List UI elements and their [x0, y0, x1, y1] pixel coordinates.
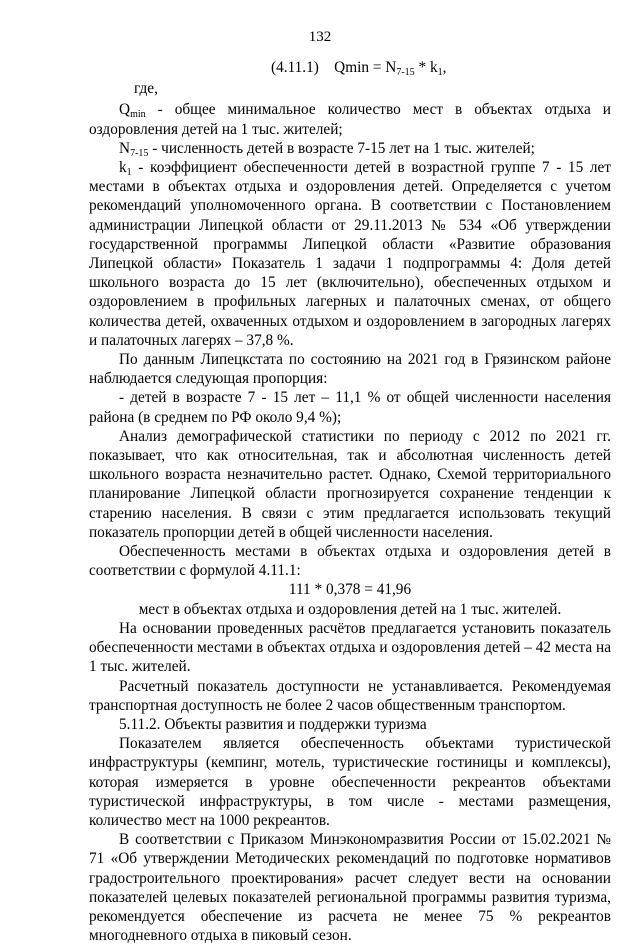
calculation-line: 111 * 0,378 = 41,96 [288, 581, 412, 599]
definition-text: - численность детей в возрасте 7-15 лет на 1 тыс. жителей; [148, 139, 535, 157]
paragraph-basis: На основании проведенных расчётов предлагается установить показатель обеспеченности местами в объектах отдыха и оздоровления детей – 42 места на 1 тыс. жителей. [89, 619, 611, 676]
section-heading: 5.11.2. Объекты развития и поддержки туризма [119, 715, 427, 733]
formula-lhs-subscript: 7-15 [396, 67, 415, 78]
paragraph-analysis: Анализ демографической статистики по периоду с 2012 по 2021 гг. показывает, что как относительная, так и абсолютная численность детей школьного возраста незначительно растет. Однако, Схемой территориального планирование Липецкой области прогнозируется сохранение тенденции к старению населения. В связи с этим предлагается использовать текущий показатель пропорции детей в общей численности населения. [89, 427, 611, 541]
definition-qmin [89, 100, 611, 138]
formula-tail: , [442, 59, 447, 76]
paragraph-provision: Обеспеченность местами в объектах отдыха и оздоровления детей в соответствии с формулой 4.11.1: [89, 543, 611, 580]
page-body [89, 58, 611, 945]
symbol-subscript: 1 [126, 167, 132, 179]
paragraph-indicator: Показателем является обеспеченность объектами туристической инфраструктуры (кемпинг, мотель, туристические гостиницы и комплексы), которая измеряется в уровне обеспеченности рекреантов объектами туристической инфраструктуры, в том числе - местами размещения, количество мест на 1000 рекреантов. [89, 735, 611, 829]
paragraph-lipetskstat: По данным Липецкстата по состоянию на 2021 год в Грязинском районе наблюдается следующая пропорция: [89, 351, 611, 388]
formula-lhs: Qmin = N [334, 59, 397, 76]
formula-rhs-subscript: 1 [437, 67, 443, 78]
formula-label: (4.11.1) [271, 59, 319, 76]
paragraph-access: Расчетный показатель доступности не устанавливается. Рекомендуемая транспортная доступность не более 2 часов общественным транспортом. [89, 677, 611, 714]
paragraph-order: В соответствии с Приказом Минэкономразвития России от 15.02.2021 № 71 «Об утверждении Методических рекомендаций по подготовке нормативов градостроительного проектирования» расчет следует вести на основании показателей целевых показателей региональной программы развития туризма, рекомендуется обеспечение из расчета не менее 75 % рекреантов многодневного отдыха в пиковый сезон. [89, 831, 611, 945]
paragraph-children-share: - детей в возрасте 7 - 15 лет – 11,1 % от общей численности населения района (в среднем по РФ около 9,4 %); [89, 389, 611, 426]
symbol: N [119, 139, 131, 157]
definition-text: - коэффициент обеспеченности детей в возрастной группе 7 - 15 лет местами в объектах отдыха и оздоровления детей. Определяется с учетом рекомендаций уполномоченного органа. В соответствии с Постановлением администрации Липецкой области от 29.11.2013 № 534 «Об утверждении государственной программы Липецкой области «Развитие образования Липецкой области» Показатель 1 задачи 1 подпрограммы 4: Доля детей школьного возраста до 15 лет (включительно), обеспеченных отдыхом и оздоровлением в профильных лагерных и палаточных сменах, от общего количества детей, охваченных отдыхом и оздоровлением в загородных лагерях и палаточных лагерях – 37,8 %. [89, 159, 611, 349]
page-number: 132 [308, 29, 332, 45]
calculation-unit: мест в объектах отдыха и оздоровления детей на 1 тыс. жителей. [138, 600, 562, 618]
formula-line [89, 58, 611, 77]
symbol-subscript: min [130, 109, 146, 121]
symbol-subscript: 7-15 [130, 147, 149, 159]
where-label: где, [134, 80, 158, 98]
symbol: Q [119, 101, 131, 119]
definition-text: - общее минимальное количество мест в объектах отдыха и оздоровления детей на 1 тыс. жителей; [89, 101, 611, 138]
formula-rhs: * k [414, 59, 438, 76]
symbol: k [119, 159, 127, 177]
definition-n [89, 139, 611, 158]
definition-k [89, 158, 611, 350]
